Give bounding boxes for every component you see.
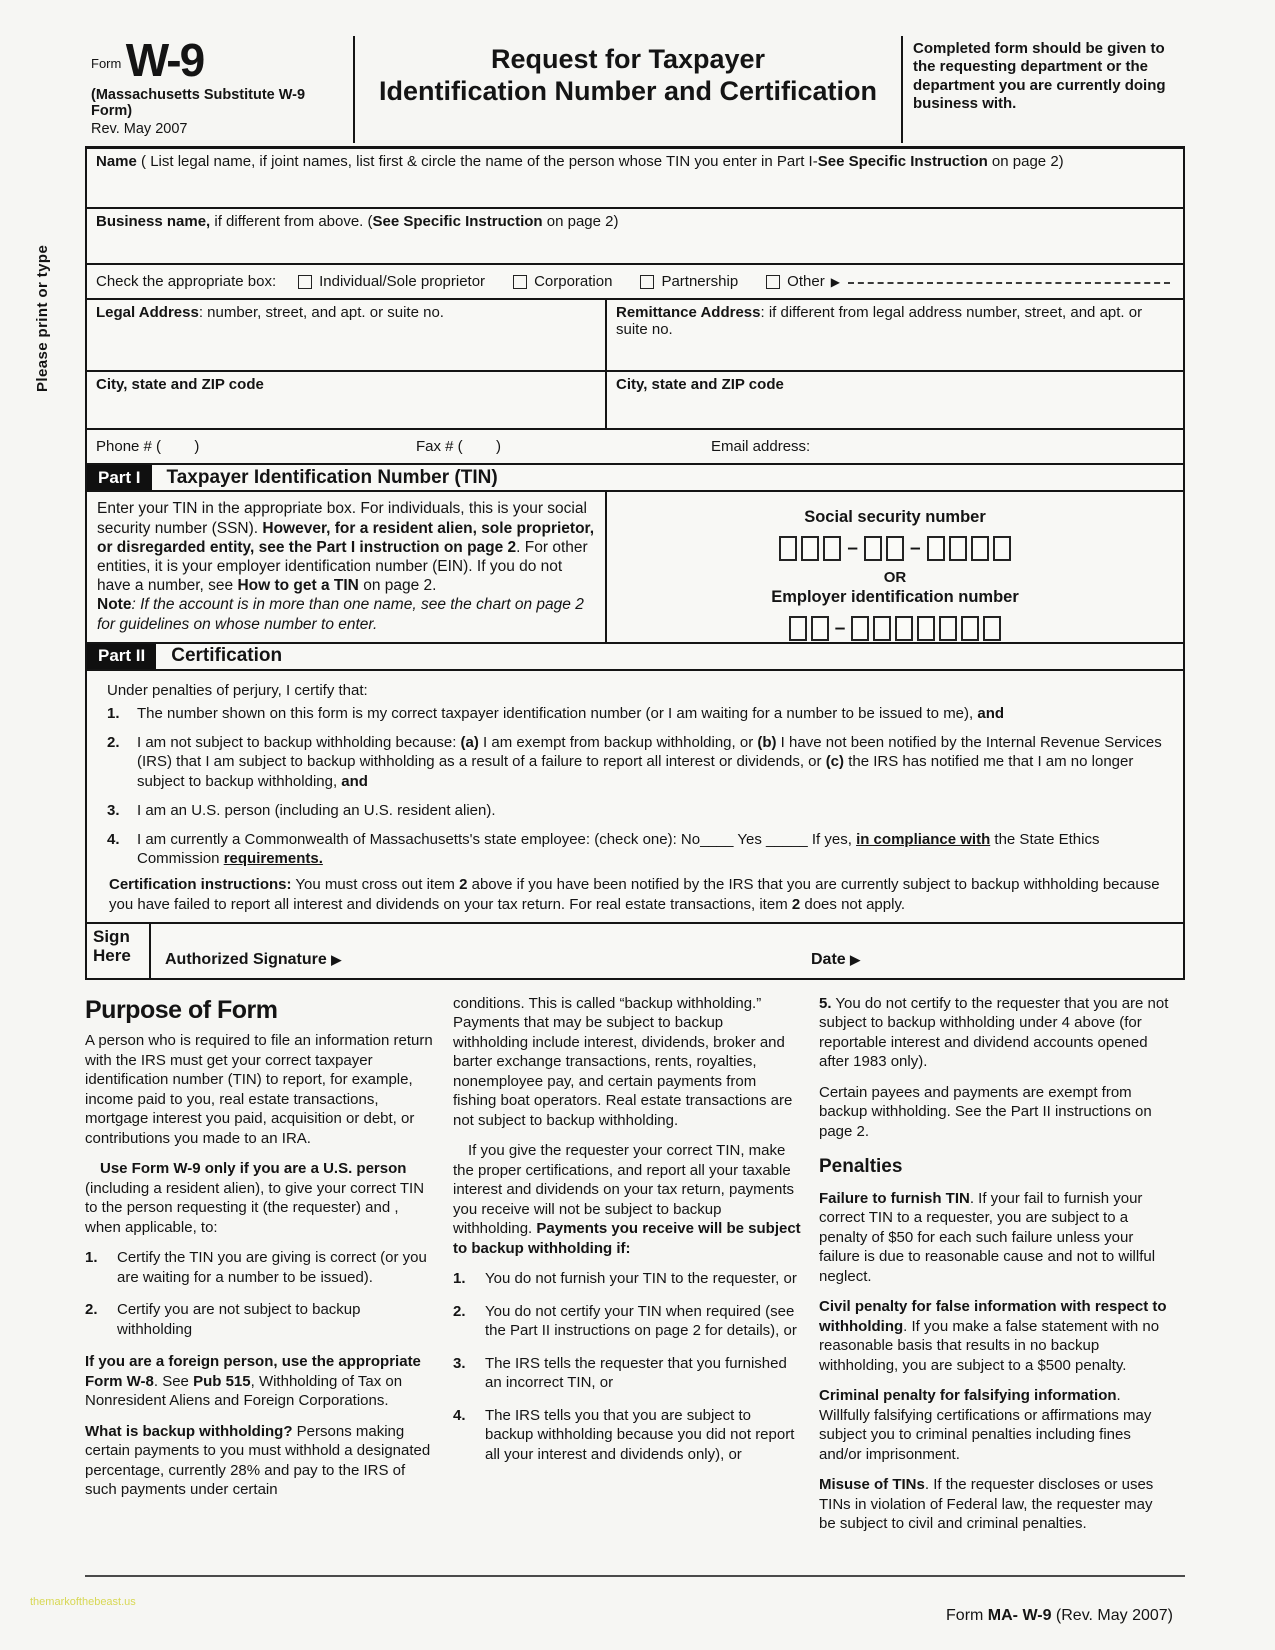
purpose-paragraph-1: A person who is required to file an information return with the IRS must get your correct taxpayer identification number (TIN) to report, for example, income paid to you, real estate transactions, mortgage interest you paid, acquisition or debt, or contributions you made to an IRA.	[85, 1032, 433, 1147]
or-label: OR	[883, 569, 907, 587]
list-item	[453, 1354, 801, 1393]
certification-intro: Under penalties of perjury, I certify that:	[107, 681, 368, 699]
purpose-heading: Purpose of Form	[85, 995, 278, 1024]
tin-instr-1: Enter your TIN in the appropriate box. For individuals, this is your social security number (SSN).	[97, 500, 587, 537]
part1-badge: Part I	[87, 465, 152, 490]
payments-subject-bold: Payments you receive will be subject to backup withholding if:	[453, 1220, 801, 1257]
foreign-person-rest: , Withholding of Tax on Nonresident Aliens and Foreign Corporations.	[85, 1372, 403, 1410]
certification-item-3	[107, 801, 1171, 820]
tin-instr-5: on page 2.	[358, 577, 437, 595]
name-hint-end: on page 2)	[987, 153, 1064, 171]
exempt-payees-paragraph: Certain payees and payments are exempt from backup withholding. See the Part II instructions on page 2.	[819, 1083, 1152, 1140]
item-number: 2.	[107, 734, 120, 752]
name-hint-bold: See Specific Instruction	[817, 153, 988, 171]
remittance-address-field[interactable]	[607, 300, 1183, 370]
item-number: 1.	[107, 705, 120, 723]
item2-g: the IRS has notified me that I am no longer subject to backup withholding,	[137, 753, 1134, 790]
cert-instr-3: 2	[459, 876, 468, 894]
item-text	[137, 704, 1171, 723]
criminal-penalty-paragraph	[819, 1386, 1173, 1464]
footer-form-number: MA- W-9	[987, 1606, 1052, 1624]
name-field[interactable]	[87, 149, 1183, 207]
foreign-person-bold: If you are a foreign person, use the appropriate Form W-8	[85, 1353, 421, 1390]
print-or-type-vertical-label: Please print or type	[34, 244, 51, 392]
business-name-label: Business name,	[96, 213, 211, 231]
item4-text[interactable]: I am currently a Commonwealth of Massachusetts's state employee: (check one): No____ Yes _____ If yes,	[137, 831, 857, 849]
item-text: You do not furnish your TIN to the requester, or	[485, 1270, 797, 1288]
civil-penalty-rest: . If you make a false statement with no reasonable basis that results in no backup withholding, you are subject to a $500 penalty.	[819, 1317, 1160, 1374]
certification-item-4	[107, 830, 1171, 868]
sign-here-label	[87, 924, 151, 978]
tin-instructions	[87, 492, 607, 642]
correct-tin-text: If you give the requester your correct TIN, make the proper certifications, and report all your taxable interest and dividends on your tax return, payments you receive will not be subject to backup withholding.	[453, 1142, 795, 1238]
list-item	[453, 1269, 801, 1289]
checkbox-other[interactable]	[766, 275, 780, 289]
item1-text: The number shown on this form is my correct taxpayer identification number (or I am waiting for a number to be issued to me),	[137, 705, 978, 723]
ein-digit-box[interactable]	[789, 616, 807, 641]
list-item	[85, 1248, 435, 1287]
item-number: 3.	[107, 801, 120, 819]
tin-note-label: Note	[97, 596, 132, 614]
name-label: Name	[96, 153, 137, 171]
item-text	[137, 733, 1171, 791]
item2-e: I have not been notified by the Internal Revenue Services (IRS) that I am subject to backup withholding as a result of a failure to report all interest or dividends, or	[137, 734, 1162, 771]
tin-note-text: : If the account is in more than one name, see the chart on page 2 for guidelines on whose number to enter.	[97, 596, 584, 633]
other-arrow-icon: ▶	[830, 274, 840, 289]
instructions-column-3	[819, 994, 1173, 1545]
ssn-digit-box[interactable]	[886, 536, 904, 561]
phone-field[interactable]: Phone # ( )	[96, 438, 200, 456]
watermark-text: themarkofthebeast.us	[30, 1596, 136, 1608]
civil-penalty-paragraph	[819, 1297, 1173, 1375]
item-text: The IRS tells the requester that you furnished an incorrect TIN, or	[485, 1354, 787, 1392]
misuse-of-tins-paragraph	[819, 1475, 1173, 1534]
footer-revision: (Rev. May 2007)	[1051, 1606, 1173, 1624]
list-item	[85, 1300, 435, 1339]
contact-row	[87, 428, 1183, 463]
checkbox-corporation[interactable]	[513, 275, 527, 289]
checkbox-individual-sole-proprietor[interactable]	[298, 275, 312, 289]
criminal-penalty-rest: . Willfully falsifying certifications or affirmations may subject you to criminal penalties including fines and/or imprisonment.	[819, 1387, 1152, 1463]
item-number: 5.	[819, 994, 832, 1012]
ein-digit-box[interactable]	[851, 616, 869, 641]
routing-note: Completed form should be given to the requesting department or the department you are currently doing business with.	[913, 40, 1166, 112]
item-5-paragraph	[819, 994, 1173, 1072]
ein-label: Employer identification number	[771, 588, 1019, 607]
tin-instr-4: How to get a TIN	[237, 577, 359, 595]
business-name-hint-end: on page 2)	[542, 213, 619, 231]
misuse-bold: Misuse of TINs	[819, 1476, 925, 1494]
signature-arrow-icon: ▶	[331, 951, 342, 967]
item-number: 2.	[453, 1302, 466, 1320]
address-row	[87, 298, 1183, 370]
form-container	[85, 36, 1185, 1625]
item2-d: (b)	[757, 734, 777, 752]
instructions-column-1	[85, 994, 435, 1545]
part1-title: Taxpayer Identification Number (TIN)	[166, 466, 498, 488]
cert-instr-6: does not apply.	[800, 895, 905, 913]
form-box	[85, 146, 1185, 979]
signature-row	[87, 922, 1183, 978]
ssn-label: Social security number	[804, 508, 986, 527]
certification-item-1	[107, 704, 1171, 723]
item-text: Certify the TIN you are giving is correct (or you are waiting for a number to be issued).	[117, 1249, 427, 1286]
pub-515-bold: Pub 515	[193, 1372, 251, 1390]
checkbox-individual-label: Individual/Sole proprietor	[319, 273, 486, 291]
footer-form-id	[85, 1607, 1185, 1625]
cert-instr-5: 2	[791, 895, 801, 913]
name-hint: ( List legal name, if joint names, list first & circle the name of the person whose TIN you enter in Part I-	[136, 153, 818, 171]
tin-instr-3: . For other entities, it is your employer identification number (EIN). If you do not have a number, see	[97, 538, 588, 595]
what-is-backup-rest: Persons making certain payments to you must withhold a designated percentage, currently 28% and pay to the IRS of such payments under certain	[85, 1422, 431, 1499]
form-word: Form	[91, 56, 122, 71]
conditions-paragraph: conditions. This is called “backup withholding.” Payments that may be subject to backup withholding include interest, dividends, broker and barter exchange transactions, rents, royalties, nonemployee pay, and certain payments from fishing boat operators. Real estate transactions are not subject to backup withholding.	[453, 994, 793, 1129]
item-number: 4.	[453, 1406, 466, 1424]
part1-header	[87, 463, 1183, 492]
item-number: 3.	[453, 1354, 466, 1372]
failure-rest: . If your fail to furnish your correct TIN to a requester, you are subject to a penalty of $50 for each such failure unless your failure is due to reasonable cause and not to willful neglect.	[819, 1189, 1156, 1285]
legal-city-field[interactable]: City, state and ZIP code	[87, 372, 607, 428]
ssn-digit-box[interactable]	[927, 536, 945, 561]
ssn-digit-box[interactable]	[864, 536, 882, 561]
purpose-paragraph-2	[85, 1159, 435, 1237]
footer-form-word: Form	[946, 1606, 988, 1624]
tin-instr-2: However, for a resident alien, sole proprietor, or disregarded entity, see the Part I instruction on page 2	[97, 519, 595, 556]
item-text: You do not certify your TIN when required (see the Part II instructions on page 2 for details), or	[485, 1302, 797, 1340]
criminal-penalty-bold: Criminal penalty for falsifying information	[819, 1387, 1117, 1405]
authorized-signature-label: Authorized Signature	[165, 950, 327, 968]
form-revision: Rev. May 2007	[91, 121, 188, 138]
checkbox-partnership[interactable]	[640, 275, 654, 289]
foreign-person-paragraph	[85, 1352, 435, 1411]
entity-type-row	[87, 263, 1183, 298]
ssn-dash: –	[847, 537, 858, 559]
ein-digit-box[interactable]	[917, 616, 935, 641]
use-w9-rest: (including a resident alien), to give your correct TIN to the person requesting it (the requester) and , when applicable, to:	[85, 1179, 425, 1236]
part1-body	[87, 492, 1183, 642]
checkbox-corporation-label: Corporation	[534, 273, 613, 291]
city-row	[87, 370, 1183, 428]
ssn-digit-box[interactable]	[823, 536, 841, 561]
entity-type-label: Check the appropriate box:	[96, 273, 277, 291]
date-arrow-icon: ▶	[850, 951, 861, 967]
item-text: The IRS tells you that you are subject to backup withholding because you did not report all your interest and dividends only), or	[485, 1406, 795, 1463]
item2-f: (c)	[825, 753, 845, 771]
form-id-block	[85, 36, 353, 143]
part2-title: Certification	[171, 645, 283, 667]
legal-address-field[interactable]	[87, 300, 607, 370]
ein-digit-box[interactable]	[961, 616, 979, 641]
what-is-backup-bold: What is backup withholding?	[85, 1422, 293, 1440]
fax-field[interactable]: Fax # ( )	[416, 438, 502, 456]
sign-word: Sign	[93, 926, 130, 946]
remittance-address-label: Remittance Address	[616, 304, 761, 322]
other-write-in-line[interactable]	[848, 282, 1170, 284]
item4-mid: the State Ethics Commission	[137, 831, 1100, 868]
date-label: Date	[811, 950, 846, 968]
ein-digit-box[interactable]	[939, 616, 957, 641]
business-name-hint: if different from above. (	[210, 213, 373, 231]
correct-tin-paragraph	[453, 1141, 801, 1258]
ein-input-boxes[interactable]	[607, 616, 1183, 641]
remittance-city-field[interactable]: City, state and ZIP code	[616, 376, 784, 394]
form-title-line1: Request for Taxpayer	[490, 44, 766, 74]
instructions-column-2	[453, 994, 801, 1545]
item4-compliance-link: in compliance with	[856, 831, 991, 849]
ein-digit-box[interactable]	[811, 616, 829, 641]
part2-badge: Part II	[87, 644, 156, 669]
ssn-digit-box[interactable]	[779, 536, 797, 561]
item2-h: and	[341, 772, 368, 790]
item2-c: I am exempt from backup withholding, or	[478, 734, 758, 752]
ssn-input-boxes[interactable]	[607, 536, 1183, 561]
failure-bold: Failure to furnish TIN	[819, 1189, 970, 1207]
checkbox-partnership-label: Partnership	[661, 273, 739, 291]
misuse-rest: . If the requester discloses or uses TINs in violation of Federal law, the requester may be subject to civil and criminal penalties.	[819, 1476, 1154, 1533]
item-number: 1.	[85, 1249, 98, 1267]
form-title	[353, 36, 903, 143]
business-name-hint-bold: See Specific Instruction	[372, 213, 543, 231]
ein-digit-box[interactable]	[983, 616, 1001, 641]
footer-divider	[85, 1575, 1185, 1577]
certification-body	[87, 671, 1183, 922]
legal-address-hint: : number, street, and apt. or suite no.	[198, 304, 444, 322]
signature-area	[151, 924, 1183, 978]
cert-instr-label: Certification instructions:	[109, 876, 292, 894]
ssn-digit-box[interactable]	[801, 536, 819, 561]
item3-text: I am an U.S. person (including an U.S. resident alien).	[137, 801, 496, 819]
penalties-heading: Penalties	[819, 1156, 903, 1178]
form-title-line2: Identification Number and Certification	[378, 75, 878, 106]
item4-requirements-link: requirements.	[223, 850, 323, 868]
item2-b: (a)	[460, 734, 479, 752]
item1-and: and	[977, 705, 1005, 723]
legal-address-label: Legal Address	[96, 304, 199, 322]
ssn-digit-box[interactable]	[993, 536, 1011, 561]
item-text: You do not certify to the requester that you are not subject to backup withholding under 4 above (for reportable interest and dividend accounts opened after 1983 only).	[819, 994, 1169, 1071]
ssn-digit-box[interactable]	[949, 536, 967, 561]
list-item	[453, 1406, 801, 1465]
authorized-signature-field[interactable]	[165, 951, 811, 969]
civil-penalty-bold: Civil penalty for false information with respect to withholding	[819, 1298, 1167, 1335]
ein-dash: –	[834, 617, 846, 639]
certification-instructions	[109, 875, 1171, 913]
item2-a: I am not subject to backup withholding because:	[137, 734, 461, 752]
item-text	[137, 830, 1171, 868]
form-subtitle: (Massachusetts Substitute W-9 Form)	[91, 87, 306, 120]
form-number: W-9	[125, 34, 204, 86]
certification-item-2	[107, 733, 1171, 791]
ein-digit-box[interactable]	[873, 616, 891, 641]
remittance-address-hint: : if different from legal address number, street, and apt. or suite no.	[616, 304, 1143, 339]
item-number: 4.	[107, 831, 120, 849]
item-number: 2.	[85, 1301, 98, 1319]
ssn-digit-box[interactable]	[971, 536, 989, 561]
cert-instr-2: You must cross out item	[291, 876, 460, 894]
business-name-field[interactable]	[87, 207, 1183, 263]
item-number: 1.	[453, 1270, 466, 1288]
ssn-dash: –	[910, 537, 921, 559]
foreign-person-mid: . See	[153, 1372, 194, 1390]
cert-instr-4: above if you have been notified by the IRS that you are currently subject to backup withholding because you have failed to report all interest and dividends on your tax return. For real estate transactions, item	[109, 876, 1160, 913]
item-text: Certify you are not subject to backup withholding	[117, 1301, 361, 1338]
list-item	[453, 1302, 801, 1341]
here-word: Here	[93, 946, 131, 966]
form-header	[85, 36, 1185, 143]
tin-entry-area	[607, 492, 1183, 642]
ein-digit-box[interactable]	[895, 616, 913, 641]
backup-withholding-paragraph	[85, 1422, 435, 1500]
email-field[interactable]: Email address:	[711, 438, 811, 456]
failure-to-furnish-paragraph	[819, 1189, 1173, 1287]
use-w9-bold: Use Form W-9 only if you are a U.S. person	[100, 1160, 407, 1178]
part2-header	[87, 642, 1183, 671]
date-field[interactable]	[811, 951, 1183, 969]
instructions-columns	[85, 994, 1185, 1545]
checkbox-other-label: Other	[787, 273, 825, 291]
